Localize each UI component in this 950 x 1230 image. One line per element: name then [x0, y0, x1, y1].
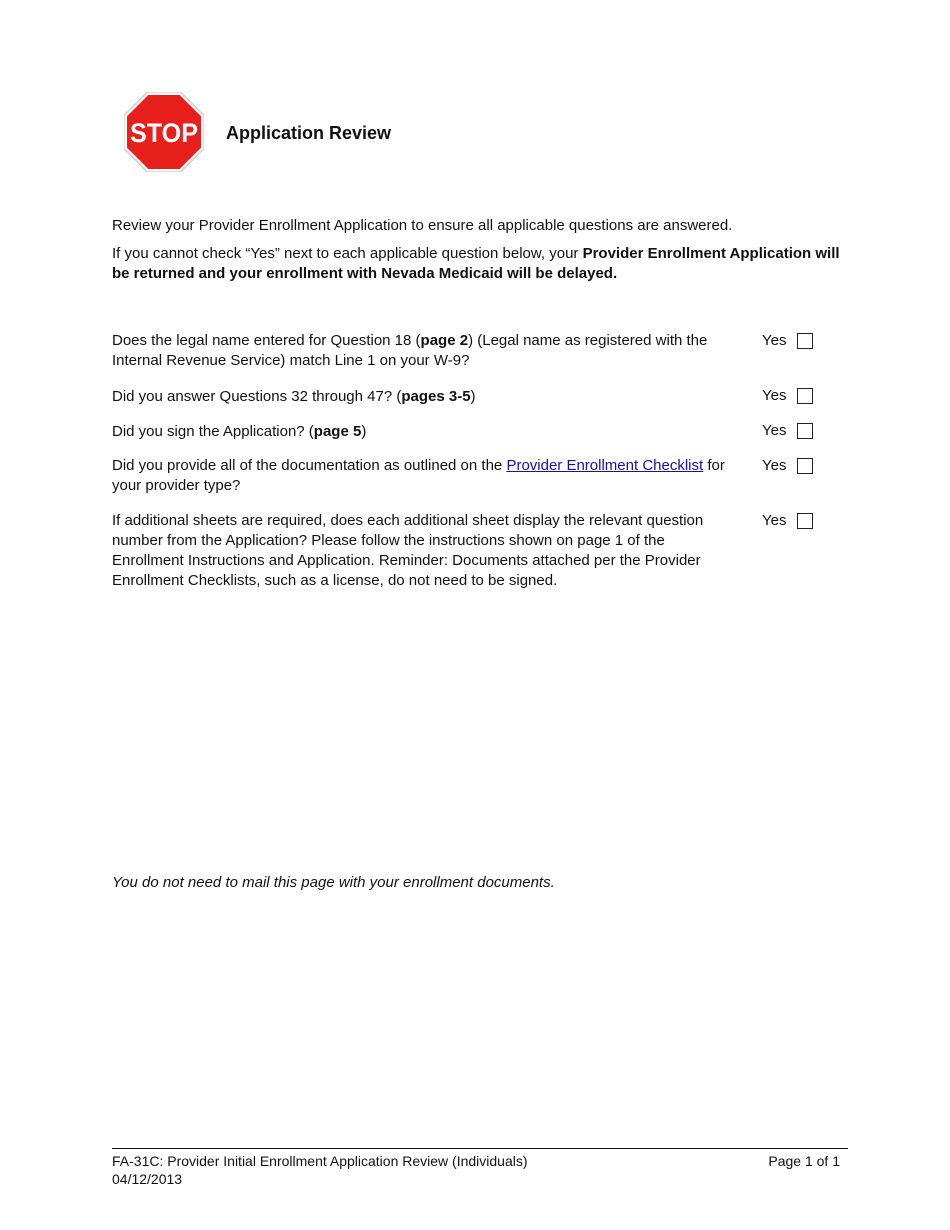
question-4-yes-checkbox[interactable]	[797, 458, 813, 474]
question-2-text: Did you answer Questions 32 through 47? (	[112, 388, 402, 405]
footer-divider	[112, 1148, 848, 1149]
question-3	[112, 422, 740, 442]
question-2	[112, 387, 740, 407]
question-3-text: Did you sign the Application? (	[112, 423, 314, 440]
question-1-yes-checkbox[interactable]	[797, 333, 813, 349]
stop-sign-icon	[124, 92, 204, 172]
intro-line-2	[112, 244, 847, 284]
question-5-text: If additional sheets are required, does each additional sheet display the relevant question number from the Application? Please follow the instructions shown on page 1 of the Enrollment Instructions and Application. Reminder: Documents attached per the Provider Enrollment Checklists, such as a license, do not need to be signed.	[112, 512, 704, 589]
question-4-text: Did you provide all of the documentation as outlined on the	[112, 457, 507, 474]
mailing-note: You do not need to mail this page with your enrollment documents.	[112, 874, 555, 891]
footer-page-info: Page 1 of 1	[768, 1153, 840, 1169]
question-2-yes-label: Yes	[762, 387, 787, 404]
intro-line-2-bold: Provider Enrollment Application will be returned and your enrollment with Nevada Medicaid will be delayed.	[112, 245, 840, 282]
question-4-text-post: for your provider type?	[112, 457, 725, 494]
footer-left	[112, 1152, 528, 1188]
question-1-yes-label: Yes	[762, 332, 787, 349]
question-5	[112, 511, 740, 591]
footer-form-title: FA-31C: Provider Initial Enrollment Application Review (Individuals)	[112, 1153, 528, 1169]
question-4	[112, 456, 740, 496]
page-title: Application Review	[226, 123, 392, 143]
question-2-bold: pages 3-5	[401, 388, 471, 405]
footer-date: 04/12/2013	[112, 1171, 183, 1187]
intro-section	[112, 216, 847, 292]
question-3-yes-checkbox[interactable]	[797, 423, 813, 439]
question-1-bold: page 2	[420, 332, 469, 349]
question-4-yes-label: Yes	[762, 457, 787, 474]
intro-line-2-text: If you cannot check “Yes” next to each applicable question below, your	[112, 245, 583, 262]
question-1-text-post: ) (Legal name as registered with the Internal Revenue Service) match Line 1 on your W-9?	[112, 332, 708, 369]
question-1	[112, 331, 740, 371]
question-5-yes-label: Yes	[762, 512, 787, 529]
question-2-text-post: )	[470, 388, 476, 405]
question-5-yes-checkbox[interactable]	[797, 513, 813, 529]
question-3-yes-label: Yes	[762, 422, 787, 439]
question-3-bold: page 5	[313, 423, 362, 440]
intro-line-1: Review your Provider Enrollment Application to ensure all applicable questions are answered.	[112, 217, 733, 234]
stop-sign-text: STOP	[130, 118, 198, 148]
question-3-text-post: )	[361, 423, 367, 440]
question-1-text: Does the legal name entered for Question 18 (	[112, 332, 421, 349]
question-2-yes-checkbox[interactable]	[797, 388, 813, 404]
provider-enrollment-checklist-link[interactable]: Provider Enrollment Checklist	[506, 457, 704, 474]
